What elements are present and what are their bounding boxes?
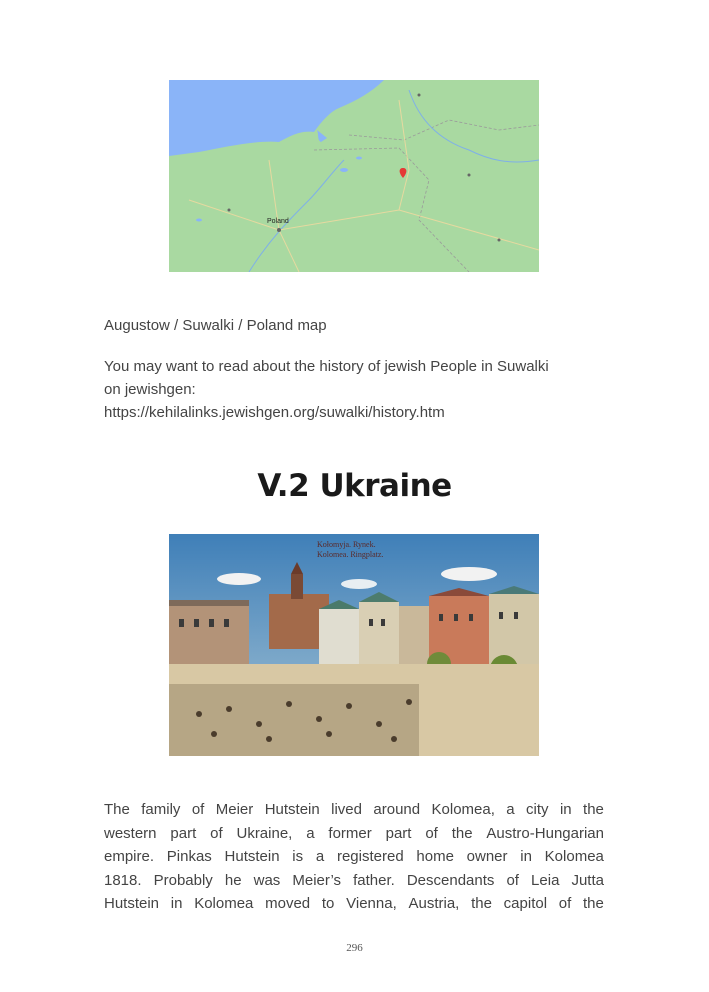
region-map <box>169 80 539 272</box>
intro-line: on jewishgen: <box>104 381 196 398</box>
intro-paragraph <box>104 355 606 424</box>
postcard-graphic <box>169 534 539 756</box>
body-line: Hutstein in Kolomea moved to Vienna, Austria, the capitol of the <box>104 895 604 912</box>
intro-link[interactable]: https://kehilalinks.jewishgen.org/suwalki/history.htm <box>104 404 445 421</box>
intro-line: You may want to read about the history of jewish People in Suwalki <box>104 358 549 375</box>
body-line: The family of Meier Hutstein lived around Kolomea, a city in the <box>104 801 604 818</box>
body-line: empire. Pinkas Hutstein is a registered home owner in Kolomea <box>104 848 604 865</box>
map-caption: Augustow / Suwalki / Poland map <box>104 317 327 334</box>
kolomea-postcard <box>169 534 539 756</box>
postcard-caption-line1: Kołomyja. Rynek. <box>317 540 376 549</box>
body-paragraph <box>104 798 604 916</box>
body-line: 1818. Probably he was Meier’s father. Descendants of Leia Jutta <box>104 871 604 889</box>
body-line: western part of Ukraine, a former part of the Austro-Hungarian <box>104 824 604 842</box>
map-graphic <box>169 80 539 272</box>
page-number: 296 <box>346 942 363 954</box>
map-label-poland: Poland <box>267 218 289 225</box>
section-heading: V.2 Ukraine <box>257 468 452 504</box>
postcard-caption-line2: Kolomea. Ringplatz. <box>317 550 384 559</box>
